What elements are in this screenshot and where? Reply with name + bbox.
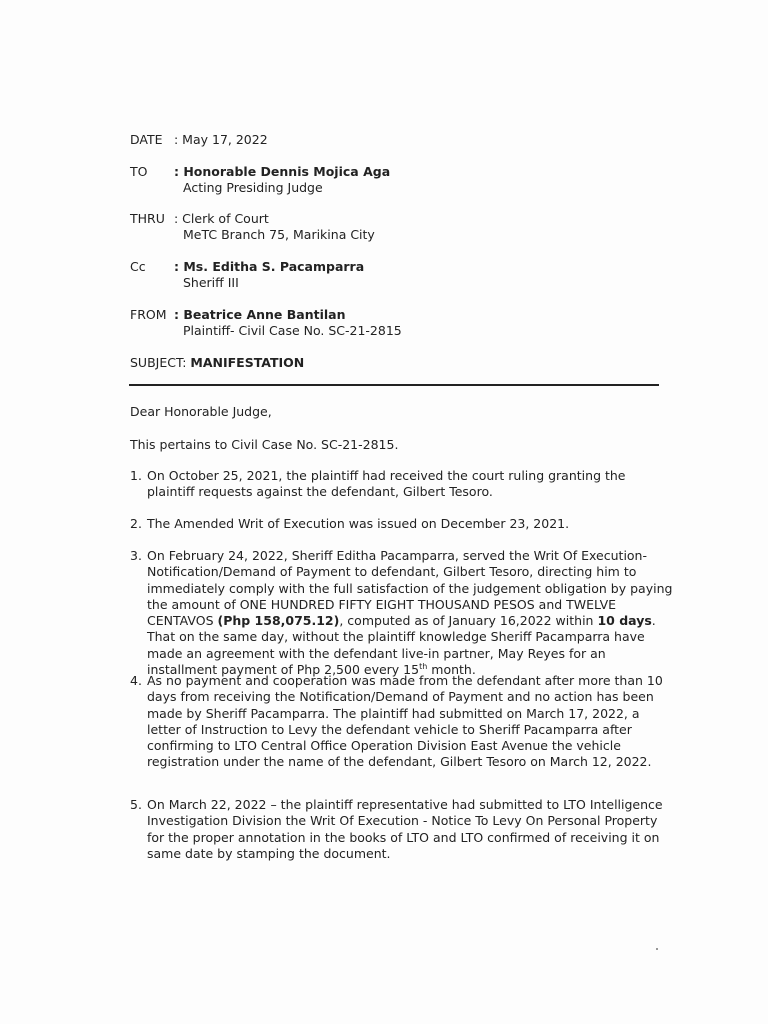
item-text: As no payment and cooperation was made from the defendant after more than 10 days from receiving the Notification/Demand of Payment and no action has been made by Sheriff Pacamparra. The plaintiff had submitted on March 17, 2022, a letter of Instruction to Levy the defendant vehicle to Sheriff Pacamparra after confirming to LTO Central Office Operation Division East Avenue the vehicle registration under the name of the defendant, Gilbert Tesoro on March 12, 2022. [147,673,663,770]
subject-value: MANIFESTATION [190,355,305,370]
thru-value: : Clerk of Court [174,211,269,226]
to-block [130,164,390,196]
from-name: : Beatrice Anne Bantilan [174,307,346,322]
item-number: 2. [130,516,142,531]
to-name: : Honorable Dennis Mojica Aga [174,164,391,179]
salutation: Dear Honorable Judge, [130,404,272,419]
item-text-part: month. [427,662,476,678]
item-number: 1. [130,468,142,483]
ordinal-suffix: th [419,661,428,671]
date-label: DATE [130,132,163,147]
list-item [130,673,675,771]
thru-office: MeTC Branch 75, Marikina City [183,227,375,242]
cc-block [130,259,364,291]
list-item [130,797,675,862]
item-text-part: , computed as of January 16,2022 within [339,613,598,629]
to-title: Acting Presiding Judge [183,180,323,195]
from-title: Plaintiff- Civil Case No. SC-21-2815 [183,323,402,338]
cc-label: Cc [130,259,146,274]
list-item [130,516,675,532]
item-number: 4. [130,673,142,688]
scan-speck [656,948,658,950]
item-text-part: . That on the same day, without the plaintiff knowledge Sheriff Pacamparra have made an agreement with the defendant live-in partner, May Reyes for an installment payment of Php 2,500 every 15 [147,613,656,678]
cc-name: : Ms. Editha S. Pacamparra [174,259,365,274]
thru-block [130,211,375,243]
to-label: TO [130,164,148,179]
horizontal-rule [129,384,659,386]
list-item [130,548,675,678]
date-value: : May 17, 2022 [174,132,268,147]
item-text: On October 25, 2021, the plaintiff had received the court ruling granting the plaintiff requests against the defendant, Gilbert Tesoro. [147,468,626,500]
from-block [130,307,402,339]
item-text: On March 22, 2022 – the plaintiff representative had submitted to LTO Intelligence Investigation Division the Writ Of Execution - Notice To Levy On Personal Property for the proper annotation in the books of LTO and LTO confirmed of receiving it on same date by stamping the document. [147,797,663,861]
amount-bold: (Php 158,075.12) [217,613,340,629]
from-label: FROM [130,307,167,322]
subject-line [130,355,304,371]
item-number: 3. [130,548,142,563]
cc-title: Sheriff III [183,275,239,290]
thru-label: THRU [130,211,165,226]
item-text [147,548,675,678]
days-bold: 10 days [597,613,652,629]
item-text-part: On February 24, 2022, Sheriff Editha Pacamparra, served the Writ Of Execution- Notification/Demand of Payment to defendant, Gilbert Tesoro, directing him to immediately comply with the full satisfaction of the judgement obligation by paying the amount of ONE HUNDRED FIFTY EIGHT THOUSAND PESOS and TWELVE CENTAVOS [147,548,673,629]
intro-paragraph: This pertains to Civil Case No. SC-21-2815. [130,437,399,452]
list-item [130,468,675,501]
item-number: 5. [130,797,142,812]
subject-label: SUBJECT: [130,355,191,370]
item-text: The Amended Writ of Execution was issued on December 23, 2021. [147,516,570,531]
date-line [130,132,268,148]
